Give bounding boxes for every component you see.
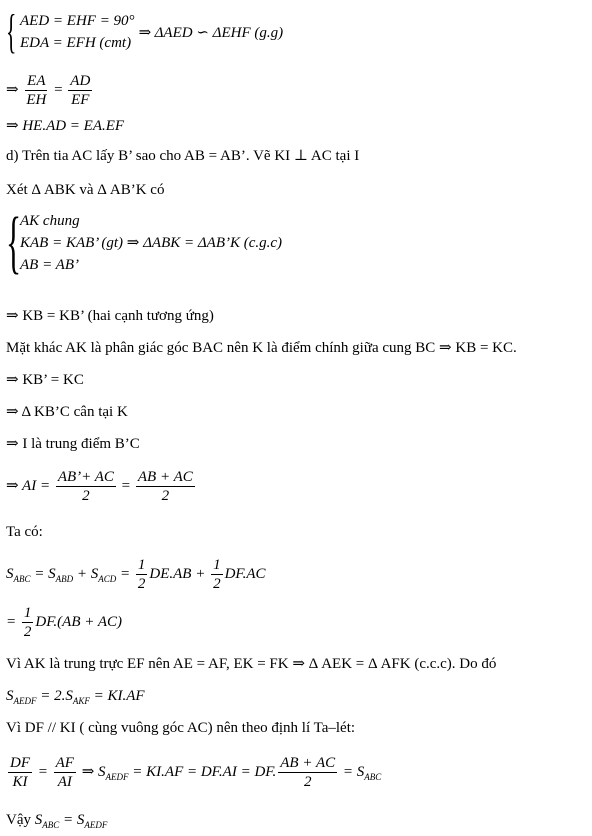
sys2-row2: KAB = KAB’ (gt) bbox=[20, 235, 124, 251]
sys1-conclusion: ⇒ ΔAED ∽ ΔEHF (g.g) bbox=[138, 24, 284, 41]
fraction: $\frac{AB + AC}{2}$ bbox=[280, 755, 336, 790]
vay-line: Vậy $S_{ABC} = S_{AEDF}$ bbox=[6, 812, 108, 830]
sys1-row1: AED = EHF = 90° bbox=[20, 13, 135, 29]
fraction: $\frac{AF}{AI}$ bbox=[55, 755, 74, 790]
fraction: $\frac{1}{2}$ bbox=[213, 557, 221, 592]
fraction: $\frac{AD}{EF}$ bbox=[70, 73, 91, 108]
sys2-row3: AB = AB’ bbox=[20, 257, 79, 273]
system-congruent-triangles bbox=[6, 204, 283, 281]
can-line: ⇒ Δ KB’C cân tại K bbox=[6, 404, 128, 420]
sys1-row2: EDA = EFH (cmt) bbox=[20, 35, 132, 51]
vi-line: Vì AK là trung trực EF nên AE = AF, EK = FK ⇒ Δ AEK = Δ AFK (c.c.c). Do đó bbox=[6, 656, 497, 672]
fraction: $\frac{AB’+ AC}{2}$ bbox=[57, 469, 114, 504]
fraction: $\frac{AB + AC}{2}$ bbox=[137, 469, 193, 504]
ai-line: ⇒ AI = $\frac{AB’+ AC}{2}$ = $\frac{AB + AC}{2}$ bbox=[6, 469, 193, 504]
area-aedf-line: $S_{AEDF} = 2.S_{AKF} = KI.AF$ bbox=[6, 688, 145, 706]
he-ad-line: ⇒ HE.AD = EA.EF bbox=[6, 118, 125, 134]
kb-line: ⇒ KB = KB’ (hai cạnh tương ứng) bbox=[6, 308, 214, 324]
half-line: = $\frac{1}{2}$ DF.(AB + AC) bbox=[6, 605, 123, 640]
sys2-row1: AK chung bbox=[20, 213, 80, 229]
system-similar-triangles bbox=[6, 5, 284, 58]
area-abc-line: $S_{ABC} = S_{ABD} + S_{ACD}$ = $\frac{1}{2}$ DE.AB + $\frac{1}{2}$ DF.AC bbox=[6, 557, 266, 592]
brace-icon: { bbox=[6, 5, 17, 58]
fraction: $\frac{EA}{EH}$ bbox=[26, 73, 47, 108]
df-ki-line: Vì DF // KI ( cùng vuông góc AC) nên theo định lí Ta–lét: bbox=[6, 720, 356, 736]
ta-co-line: Ta có: bbox=[6, 524, 43, 540]
sys2-row2-conclusion: ⇒ ΔABK = ΔAB’K (c.g.c) bbox=[126, 235, 283, 251]
xet-line: Xét Δ ABK và Δ AB’K có bbox=[6, 182, 165, 198]
fraction: $\frac{1}{2}$ bbox=[23, 605, 32, 640]
trung-diem-line: ⇒ I là trung điểm B’C bbox=[6, 436, 140, 452]
brace-icon: { bbox=[6, 204, 22, 281]
mat-khac-line: Mặt khác AK là phân giác góc BAC nên K là điểm chính giữa cung BC ⇒ KB = KC. bbox=[6, 340, 517, 356]
fraction: $\frac{1}{2}$ bbox=[137, 557, 146, 592]
final-line: $\frac{DF}{KI}$ = $\frac{AF}{AI}$ ⇒ $S_{AEDF} = KI.AF = DF.AI$ = DF. $\frac{AB + AC}{2}$ = $S_{ABC}$ bbox=[10, 755, 382, 790]
kb-kc-line: ⇒ KB’ = KC bbox=[6, 372, 84, 388]
part-d-line: d) Trên tia AC lấy B’ sao cho AB = AB’. Vẽ KI ⊥ AC tại I bbox=[6, 148, 360, 164]
fraction: $\frac{DF}{KI}$ bbox=[10, 755, 30, 790]
ratio-line: ⇒ $\frac{EA}{EH}$ = $\frac{AD}{EF}$ bbox=[6, 73, 91, 108]
